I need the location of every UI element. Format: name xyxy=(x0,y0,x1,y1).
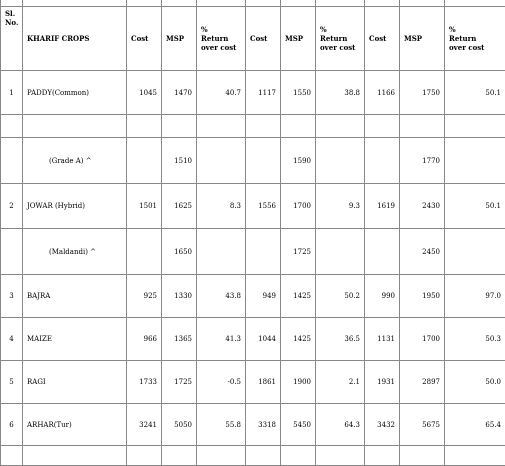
cell-msp-2: 1700 xyxy=(281,184,316,229)
cell-msp-2: 5450 xyxy=(281,404,316,446)
cell-msp-3: 1770 xyxy=(400,138,445,184)
row-sl: 5 xyxy=(1,361,23,404)
table-row xyxy=(1,318,505,361)
cell-cost-2 xyxy=(246,229,281,275)
cell-cost-2: 1556 xyxy=(246,184,281,229)
table-row xyxy=(1,115,505,138)
cell-return-3: 50.3 xyxy=(445,318,505,361)
cell-msp-1: 1330 xyxy=(162,275,197,318)
cell-msp-1: 1650 xyxy=(162,229,197,275)
row-crop: (Maldandi) ^ xyxy=(23,229,127,275)
cell-msp-3 xyxy=(400,115,445,138)
cell-return-3: 50.1 xyxy=(445,71,505,115)
cell-return-1: 41.3 xyxy=(197,318,246,361)
row-sl xyxy=(1,229,23,275)
cell-return-2: 50.2 xyxy=(316,275,365,318)
cell-return-2: 2.1 xyxy=(316,361,365,404)
cell-return-2: 36.5 xyxy=(316,318,365,361)
cell-cost-1 xyxy=(127,229,162,275)
cell-return-1 xyxy=(197,229,246,275)
row-sl: 3 xyxy=(1,275,23,318)
cell-msp-2: 1590 xyxy=(281,138,316,184)
header-return-word: Return xyxy=(201,34,241,43)
table-row xyxy=(1,275,505,318)
cell-cost-1 xyxy=(127,115,162,138)
cell-msp-3: 1950 xyxy=(400,275,445,318)
header-msp-3: MSP xyxy=(400,7,445,71)
header-return-3 xyxy=(445,7,505,71)
row-crop xyxy=(23,115,127,138)
cell-return-3 xyxy=(445,138,505,184)
cell-return-3: 50.1 xyxy=(445,184,505,229)
cell-cost-3: 1931 xyxy=(365,361,400,404)
row-sl: 1 xyxy=(1,71,23,115)
cell-msp-3: 2897 xyxy=(400,361,445,404)
table-header-row xyxy=(1,7,505,71)
cell-msp-3: 2450 xyxy=(400,229,445,275)
cell-return-2: 9.3 xyxy=(316,184,365,229)
header-return-pct: % xyxy=(201,25,241,34)
cell-cost-1: 925 xyxy=(127,275,162,318)
header-return-over: over cost xyxy=(201,43,241,52)
row-crop: ARHAR(Tur) xyxy=(23,404,127,446)
row-sl xyxy=(1,138,23,184)
row-sl: 2 xyxy=(1,184,23,229)
header-return-word: Return xyxy=(320,34,360,43)
cell-msp-3: 1700 xyxy=(400,318,445,361)
table-row xyxy=(1,71,505,115)
row-sl: 4 xyxy=(1,318,23,361)
table-row xyxy=(1,229,505,275)
cell-return-3 xyxy=(445,115,505,138)
cell-cost-1 xyxy=(127,138,162,184)
cell-cost-2: 1861 xyxy=(246,361,281,404)
cell-return-1: -0.5 xyxy=(197,361,246,404)
table-row xyxy=(1,138,505,184)
cell-cost-1: 1733 xyxy=(127,361,162,404)
header-cost-1: Cost xyxy=(127,7,162,71)
row-sl: 6 xyxy=(1,404,23,446)
cell-cost-3: 1619 xyxy=(365,184,400,229)
row-sl xyxy=(1,115,23,138)
row-crop: BAJRA xyxy=(23,275,127,318)
header-sl-line1: Sl. xyxy=(5,9,18,18)
cell-msp-2: 1425 xyxy=(281,275,316,318)
cell-msp-1 xyxy=(162,115,197,138)
header-return-pct: % xyxy=(449,25,501,34)
cell-return-1: 43.8 xyxy=(197,275,246,318)
cell-cost-2: 949 xyxy=(246,275,281,318)
header-return-over: over cost xyxy=(449,43,501,52)
cell-msp-2: 1425 xyxy=(281,318,316,361)
cell-msp-3: 2430 xyxy=(400,184,445,229)
cell-return-2: 64.3 xyxy=(316,404,365,446)
header-cost-2: Cost xyxy=(246,7,281,71)
table-row xyxy=(1,361,505,404)
header-cost-3: Cost xyxy=(365,7,400,71)
row-crop: (Grade A) ^ xyxy=(23,138,127,184)
cell-cost-3: 3432 xyxy=(365,404,400,446)
row-crop: PADDY(Common) xyxy=(23,71,127,115)
cell-cost-3: 990 xyxy=(365,275,400,318)
cell-cost-1: 966 xyxy=(127,318,162,361)
cell-return-3 xyxy=(445,229,505,275)
cell-msp-1: 1725 xyxy=(162,361,197,404)
header-msp-2: MSP xyxy=(281,7,316,71)
cell-cost-3 xyxy=(365,138,400,184)
cell-return-3: 97.0 xyxy=(445,275,505,318)
cell-msp-1: 5050 xyxy=(162,404,197,446)
header-return-1 xyxy=(197,7,246,71)
cell-cost-2 xyxy=(246,115,281,138)
cell-return-3: 65.4 xyxy=(445,404,505,446)
cell-cost-1: 1045 xyxy=(127,71,162,115)
cell-msp-1: 1470 xyxy=(162,71,197,115)
cell-msp-2: 1550 xyxy=(281,71,316,115)
header-return-pct: % xyxy=(320,25,360,34)
cell-cost-2: 1117 xyxy=(246,71,281,115)
cell-return-1: 40.7 xyxy=(197,71,246,115)
cell-return-2 xyxy=(316,138,365,184)
cell-return-2 xyxy=(316,115,365,138)
table-row xyxy=(1,404,505,446)
cell-msp-2: 1900 xyxy=(281,361,316,404)
header-crops: KHARIF CROPS xyxy=(23,7,127,71)
header-return-word: Return xyxy=(449,34,501,43)
cell-cost-1: 3241 xyxy=(127,404,162,446)
header-sl-line2: No. xyxy=(5,18,18,27)
cell-return-2: 38.8 xyxy=(316,71,365,115)
cell-cost-3: 1166 xyxy=(365,71,400,115)
cell-msp-1: 1365 xyxy=(162,318,197,361)
cell-cost-3 xyxy=(365,229,400,275)
cell-return-1: 55.8 xyxy=(197,404,246,446)
row-crop: JOWAR (Hybrid) xyxy=(23,184,127,229)
cell-return-1 xyxy=(197,115,246,138)
header-return-2 xyxy=(316,7,365,71)
row-crop: MAIZE xyxy=(23,318,127,361)
cell-msp-2 xyxy=(281,115,316,138)
header-msp-1: MSP xyxy=(162,7,197,71)
cell-cost-3 xyxy=(365,115,400,138)
cell-return-1 xyxy=(197,138,246,184)
header-return-over: over cost xyxy=(320,43,360,52)
cell-cost-2: 1044 xyxy=(246,318,281,361)
cell-return-3: 50.0 xyxy=(445,361,505,404)
cell-msp-3: 1750 xyxy=(400,71,445,115)
cell-cost-2 xyxy=(246,138,281,184)
cell-cost-2: 3318 xyxy=(246,404,281,446)
cell-cost-1: 1501 xyxy=(127,184,162,229)
row-crop: RAGI xyxy=(23,361,127,404)
cell-msp-3: 5675 xyxy=(400,404,445,446)
table-row xyxy=(1,446,505,466)
table-row xyxy=(1,184,505,229)
cell-msp-2: 1725 xyxy=(281,229,316,275)
cell-msp-1: 1510 xyxy=(162,138,197,184)
cell-return-1: 8.3 xyxy=(197,184,246,229)
cell-return-2 xyxy=(316,229,365,275)
cell-cost-3: 1131 xyxy=(365,318,400,361)
header-sl xyxy=(1,7,23,71)
cell-msp-1: 1625 xyxy=(162,184,197,229)
